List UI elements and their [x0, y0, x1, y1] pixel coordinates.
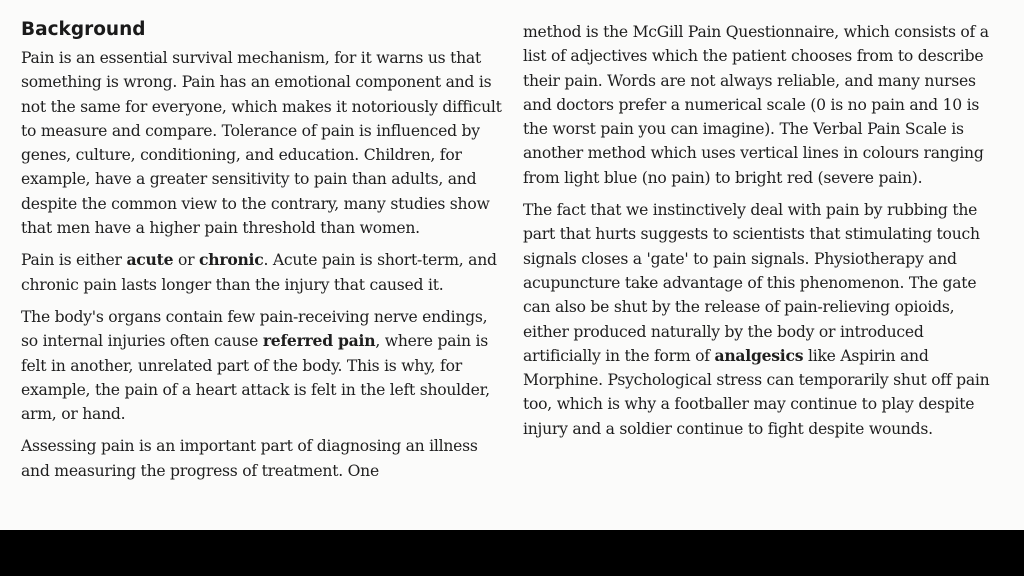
section-heading: Background [21, 19, 146, 40]
bottom-black-bar [0, 530, 1024, 576]
text-run: . Acute pain is short-term, and chronic pain lasts longer than the injury that caused it. [21, 251, 497, 294]
paragraph-gate-theory [523, 198, 1001, 441]
paragraph-referred-pain [21, 305, 503, 426]
left-column [21, 18, 503, 489]
term-acute: acute [126, 250, 174, 270]
paragraph-pain-scales: method is the McGill Pain Questionnaire, which consists of a list of adjectives which the patient chooses from to describe their pain. Words are not always reliable, and many nurses and doctors prefer a numerical scale (0 is no pain and 10 is the worst pain you can imagine). The Verbal Pain Scale is another method which uses vertical lines in colours ranging from light blue (no pain) to bright red (severe pain). [523, 23, 989, 187]
right-column [523, 20, 1001, 449]
term-analgesics: analgesics [714, 345, 804, 365]
paragraph-assessing-pain: Assessing pain is an important part of diagnosing an illness and measuring the progress of treatment. One [21, 437, 478, 480]
term-chronic: chronic [199, 250, 264, 270]
text-run: or [173, 251, 200, 270]
text-run: , where pain is felt in another, unrelated part of the body. This is why, for example, the pain of a heart attack is felt in the left shoulder, arm, or hand. [21, 332, 490, 424]
paragraph-pain-mechanism: Pain is an essential survival mechanism, for it warns us that something is wrong. Pain has an emotional component and is not the same for everyone, which makes it notoriously difficult to measure and compare. Tolerance of pain is influenced by genes, culture, conditioning, and education. Children, for example, have a greater sensitivity to pain than adults, and despite the common view to the contrary, many studies show that men have a higher pain threshold than women. [21, 49, 502, 238]
text-run: Pain is either [21, 251, 127, 270]
text-run: like Aspirin and Morphine. Psychological stress can temporarily shut off pain too, which is why a footballer may continue to play despite injury and a soldier continue to fight despite wounds. [523, 346, 990, 438]
text-run: The fact that we instinctively deal with pain by rubbing the part that hurts suggests to scientists that stimulating touch signals closes a 'gate' to pain signals. Physiotherapy and acupuncture take advantage of this phenomenon. The gate can also be shut by the release of pain-relieving opioids, either produced naturally by the body or introduced artificially in the form of [523, 201, 980, 365]
paragraph-acute-chronic [21, 248, 503, 297]
term-referred-pain: referred pain [262, 331, 376, 351]
text-run: The body's organs contain few pain-receiving nerve endings, so internal injuries often cause [21, 307, 488, 351]
